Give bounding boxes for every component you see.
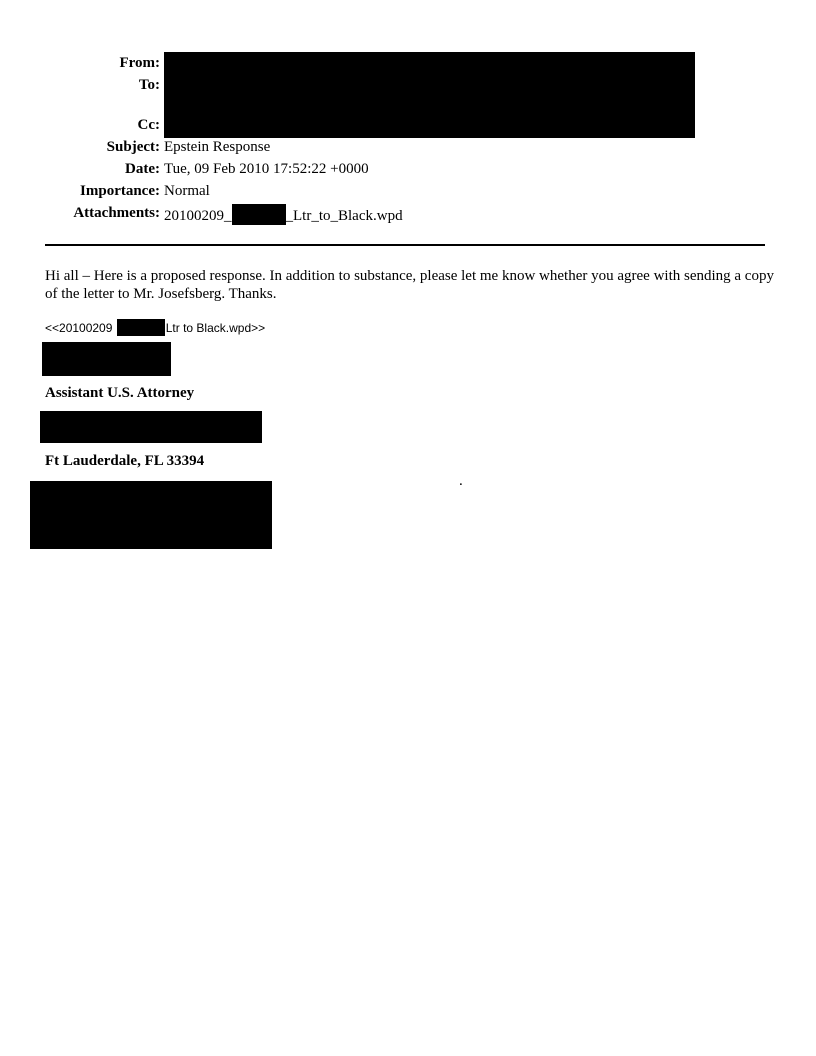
signature-city: Ft Lauderdale, FL 33394 [45,453,205,469]
subject-label: Subject: [106,139,160,155]
stray-mark: . [459,473,463,489]
attachments-label: Attachments: [73,205,160,221]
cc-label: Cc: [137,117,160,133]
signature-title: Assistant U.S. Attorney [45,385,195,401]
to-label: To: [138,77,160,93]
redaction-contact-details [30,481,272,549]
redaction-sender-name [42,342,171,376]
message-body: Hi all – Here is a proposed response. In addition to substance, please let me know whether you agree with sending a copy of the letter to Mr. Josefsberg. Thanks. [45,268,774,302]
redaction-recipients-block [164,52,695,138]
importance-value: Normal [164,183,210,199]
importance-label: Importance: [80,183,160,199]
attachment-reference-prefix: <<20100209 [45,321,113,335]
attachment-filename-suffix: _Ltr_to_Black.wpd [285,208,403,224]
date-label: Date: [125,161,160,177]
attachment-reference [45,319,265,336]
date-value: Tue, 09 Feb 2010 17:52:22 +0000 [164,161,369,177]
from-label: From: [119,55,160,71]
redaction-attachment-name [232,204,286,225]
header-divider [45,244,765,246]
attachment-reference-suffix: Ltr to Black.wpd>> [165,321,266,335]
redaction-office-address [40,411,262,443]
redaction-attachment-reference [117,319,165,336]
subject-value: Epstein Response [164,139,271,155]
attachment-filename-prefix: 20100209_ [164,208,232,224]
attachment-filename [164,204,403,225]
